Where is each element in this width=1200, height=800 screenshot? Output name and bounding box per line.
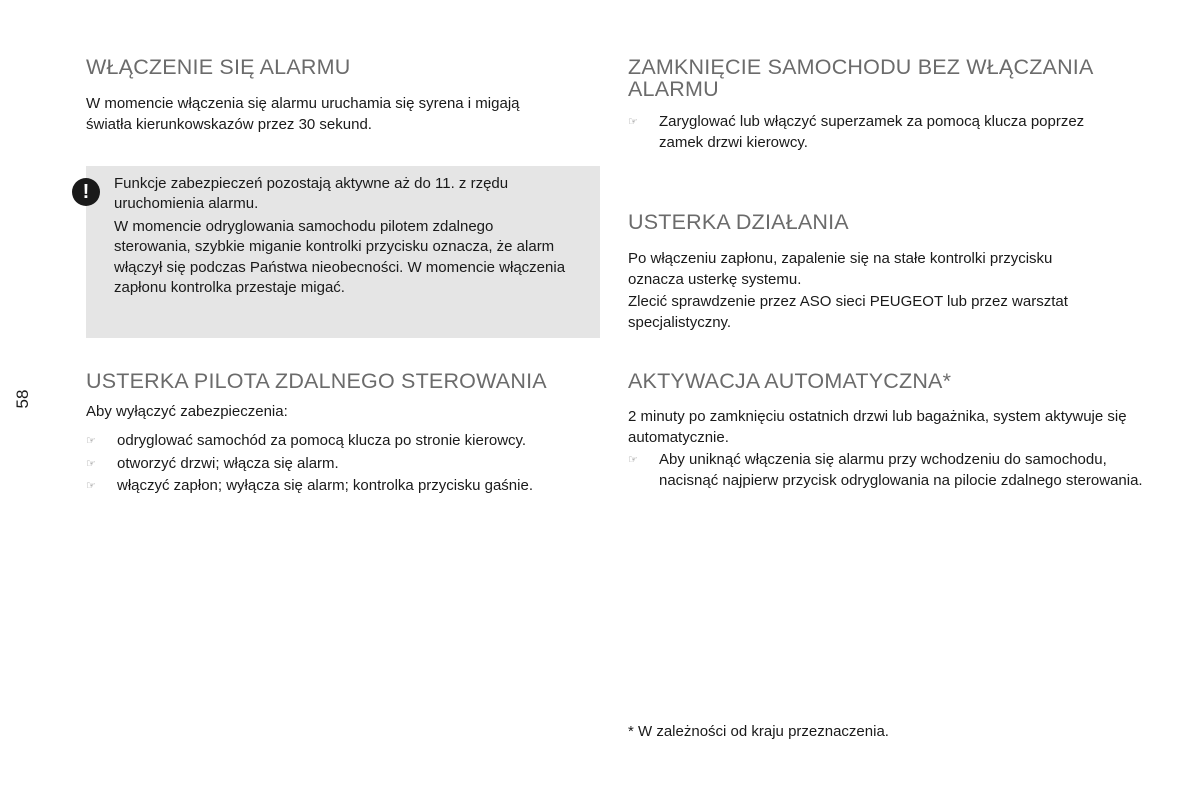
section-title-remote-fault: USTERKA PILOTA ZDALNEGO STEROWANIA: [86, 369, 547, 393]
pointing-hand-icon: ☞: [628, 116, 638, 128]
pointing-hand-icon: ☞: [628, 454, 638, 466]
footnote: * W zależności od kraju przeznaczenia.: [628, 723, 889, 740]
pointing-hand-icon: ☞: [86, 480, 96, 492]
pointing-hand-icon: ☞: [86, 435, 96, 447]
section-title-alarm-activation: WŁĄCZENIE SIĘ ALARMU: [86, 55, 351, 79]
exclamation-icon: !: [72, 178, 100, 206]
auto-activation-list: [628, 450, 1148, 491]
section-title-malfunction: USTERKA DZIAŁANIA: [628, 210, 849, 234]
section-title-lock-without-alarm: ZAMKNIĘCIE SAMOCHODU BEZ WŁĄCZANIA ALARMU: [628, 55, 1093, 101]
list-item: ☞ otworzyć drzwi; włącza się alarm.: [86, 454, 606, 475]
list-item: ☞ włączyć zapłon; wyłącza się alarm; kontrolka przycisku gaśnie.: [86, 476, 606, 497]
lock-without-alarm-list: [628, 112, 1128, 153]
page-number: 58: [13, 389, 32, 409]
section-body-alarm-activation: W momencie włączenia się alarmu uruchamia się syrena i migają światła kierunkowskazów przez 30 sekund.: [86, 95, 520, 133]
section-intro-remote-fault: Aby wyłączyć zabezpieczenia:: [86, 403, 288, 420]
warning-text-1: Funkcje zabezpieczeń pozostają aktywne aż do 11. z rzędu uruchomienia alarmu.: [114, 175, 509, 213]
warning-text-2: W momencie odryglowania samochodu pilotem zdalnego sterowania, szybkie miganie kontrolki przycisku oznacza, że alarm włączył się podczas Państwa nieobecności. W momencie włączenia zapłonu kontrolka przestaje migać.: [114, 218, 566, 296]
list-item: ☞ Aby uniknąć włączenia się alarmu przy wchodzeniu do samochodu, nacisnąć najpierw przycisk odryglowania na pilocie zdalnego sterowania.: [628, 451, 1143, 489]
auto-activation-text: 2 minuty po zamknięciu ostatnich drzwi lub bagażnika, system aktywuje się automatycznie.: [628, 408, 1127, 446]
pointing-hand-icon: ☞: [86, 457, 96, 470]
malfunction-text-1: Po włączeniu zapłonu, zapalenie się na stałe kontrolki przycisku oznacza usterkę systemu.: [628, 250, 1053, 288]
list-item: ☞ Zaryglować lub włączyć superzamek za pomocą klucza poprzez zamek drzwi kierowcy.: [628, 113, 1085, 151]
remote-fault-list: [86, 431, 606, 497]
malfunction-text-2: Zlecić sprawdzenie przez ASO sieci PEUGEOT lub przez warsztat specjalistyczny.: [628, 293, 1068, 331]
list-item: ☞ odryglować samochód za pomocą klucza po stronie kierowcy.: [86, 431, 606, 452]
section-title-auto-activation: AKTYWACJA AUTOMATYCZNA*: [628, 369, 952, 393]
